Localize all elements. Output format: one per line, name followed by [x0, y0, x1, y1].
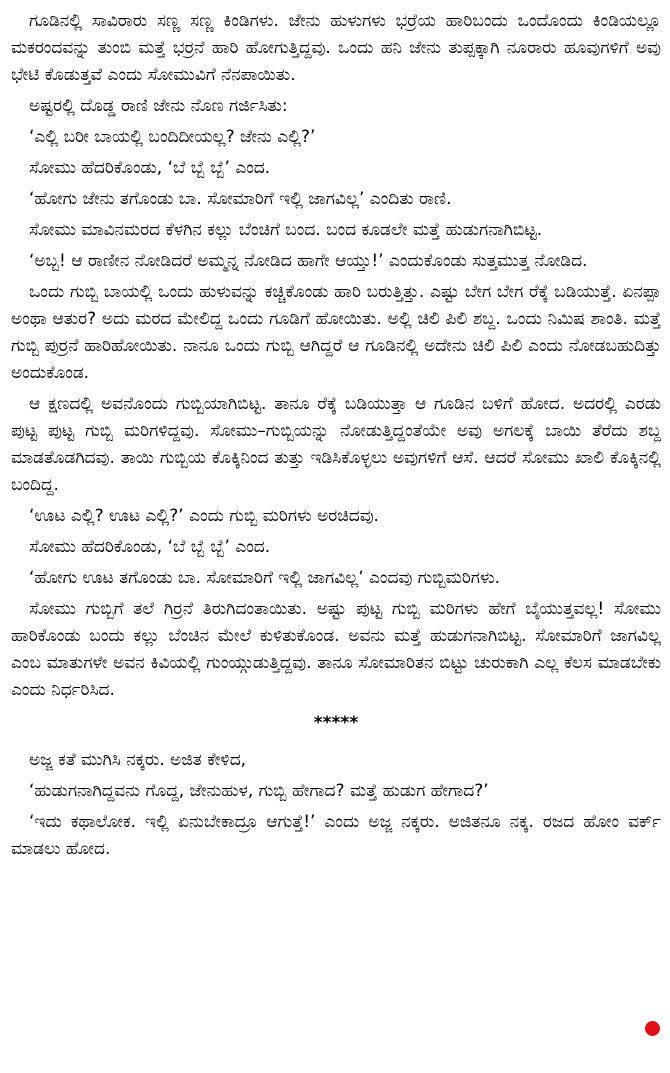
- end-of-story-dot-icon: [645, 1021, 660, 1036]
- paragraph-11: ಸೋಮು ಹೆದರಿಕೊಂಡು, ‘ಬೆ ಬ್ಬೆ ಬ್ಬೆ’ ಎಂದ.: [29, 537, 271, 557]
- paragraph-2: ಅಷ್ಟರಲ್ಲಿ ದೊಡ್ಡ ರಾಣಿ ಜೇನು ನೊಣ ಗರ್ಜಿಸಿತು:: [29, 96, 288, 116]
- paragraph-9: ಆ ಕ್ಷಣದಲ್ಲಿ ಅವನೊಂದು ಗುಬ್ಬಿಯಾಗಿಬಿಟ್ಟ. ತಾನೂ ರೆಕ್ಕೆ ಬಡಿಯುತ್ತಾ ಆ ಗೂಡಿನ ಬಳಿಗೆ ಹೋದ. ಅದರಲ್ಲಿ ಎರಡು ಪುಟ್ಟ ಪುಟ್ಟ ಗುಬ್ಬಿ ಮರಿಗಳಿದ್ದವು. ಸೋಮು–ಗುಬ್ಬಿಯನ್ನು ನೋಡುತ್ತಿದ್ದಂತೆಯೇ ಅವು ಅಗಲಕ್ಕೆ ಬಾಯಿ ತೆರೆದು ಶಬ್ದ ಮಾಡತೊಡಗಿದವು. ತಾಯಿ ಗುಬ್ಬಿಯ ಕೊಕ್ಕಿನಿಂದ ತುತ್ತು ಇಡಿಸಿಕೊಳ್ಳಲು ಅವುಗಳಿಗೆ ಆಸೆ. ಆದರೆ ಸೋಮು ಖಾಲಿ ಕೊಕ್ಕಿನಲ್ಲಿ ಬಂದಿದ್ದ.: [11, 394, 661, 495]
- paragraph-6: ಸೋಮು ಮಾವಿನಮರದ ಕೆಳಗಿನ ಕಲ್ಲು ಬೆಂಚಿಗೆ ಬಂದ. ಬಂದ ಕೂಡಲೇ ಮತ್ತೆ ಹುಡುಗನಾಗಿಬಿಟ್ಟ.: [29, 220, 543, 240]
- paragraph-7: ‘ಅಬ್ಬ! ಆ ರಾಣೀನ ನೋಡಿದರೆ ಅಮ್ಮನ್ನ ನೋಡಿದ ಹಾಗೇ ಆಯ್ತು!’ ಎಂದುಕೊಂಡು ಸುತ್ತಮುತ್ತ ನೋಡಿದ.: [29, 251, 588, 271]
- closing-paragraph-3: ‘ಇದು ಕಥಾಲೋಕ. ಇಲ್ಲಿ ಏನುಬೇಕಾದ್ರೂ ಆಗುತ್ತೆ!’ ಎಂದು ಅಜ್ಜ ನಕ್ಕರು. ಅಜಿತನೂ ನಕ್ಕ. ರಜದ ಹೋಂ ವರ್ಕ್ ಮಾಡಲು ಹೋದ.: [11, 812, 661, 859]
- paragraph-4: ಸೋಮು ಹೆದರಿಕೊಂಡು, ‘ಬೆ ಬ್ಬೆ ಬ್ಬೆ’ ಎಂದ.: [29, 158, 271, 178]
- paragraph-13: ಸೋಮು ಗುಬ್ಬಿಗೆ ತಲೆ ಗಿರ್ರನೆ ತಿರುಗಿದಂತಾಯಿತು. ಅಷ್ಟು ಪುಟ್ಟ ಗುಬ್ಬಿ ಮರಿಗಳು ಹೇಗೆ ಬೈಯುತ್ತವಲ್ಲ! ಸೋಮು ಹಾರಿಕೊಂಡು ಬಂದು ಕಲ್ಲು ಬೆಂಚಿನ ಮೇಲೆ ಕುಳಿತುಕೊಂಡ. ಅವನು ಮತ್ತೆ ಹುಡುಗನಾಗಿಬಿಟ್ಟ. ಸೋಮಾರಿಗೆ ಜಾಗವಿಲ್ಲ ಎಂಬ ಮಾತುಗಳೇ ಅವನ ಕಿವಿಯಲ್ಲಿ ಗುಂಯ್ಗುಡುತ್ತಿದ್ದವು. ತಾನೂ ಸೋಮಾರಿತನ ಬಿಟ್ಟು ಚುರುಕಾಗಿ ಎಲ್ಲ ಕೆಲಸ ಮಾಡಬೇಕು ಎಂದು ನಿರ್ಧರಿಸಿದ.: [11, 599, 661, 700]
- section-separator: *****: [313, 713, 359, 733]
- paragraph-12: ‘ಹೋಗು ಊಟ ತಗೊಂಡು ಬಾ. ಸೋಮಾರಿಗೆ ಇಲ್ಲಿ ಜಾಗವಿಲ್ಲ’ ಎಂದವು ಗುಬ್ಬಿಮರಿಗಳು.: [29, 568, 501, 588]
- closing-paragraph-2: ‘ಹುಡುಗನಾಗಿದ್ದವನು ಗೊದ್ದ, ಜೇನುಹುಳ, ಗುಬ್ಬಿ ಹೇಗಾದ? ಮತ್ತೆ ಹುಡುಗ ಹೇಗಾದ?’: [29, 781, 489, 801]
- paragraph-8: ಒಂದು ಗುಬ್ಬಿ ಬಾಯಲ್ಲಿ ಒಂದು ಹುಳುವನ್ನು ಕಚ್ಚಿಕೊಂಡು ಹಾರಿ ಬರುತ್ತಿತ್ತು. ಎಷ್ಟು ಬೇಗ ಬೇಗ ರೆಕ್ಕೆ ಬಡಿಯುತ್ತೆ. ಏನಪ್ಪಾ ಅಂಥಾ ಆತುರ? ಅದು ಮರದ ಮೇಲಿದ್ದ ಒಂದು ಗೂಡಿಗೆ ಹೋಯಿತು. ಅಲ್ಲಿ ಚಿಲಿ ಪಿಲಿ ಶಬ್ದ. ಒಂದು ನಿಮಿಷ ಶಾಂತಿ. ಮತ್ತೆ ಗುಬ್ಬಿ ಪುರ್ರನೆ ಹಾರಿಹೋಯಿತು. ನಾನೂ ಒಂದು ಗುಬ್ಬಿ ಆಗಿದ್ದರೆ ಆ ಗೂಡಿನಲ್ಲಿ ಅದೇನು ಚಿಲಿ ಪಿಲಿ ಎಂದು ನೋಡಬಹುದಿತ್ತು ಅಂದುಕೊಂಡ.: [11, 282, 661, 383]
- paragraph-3: ‘ಎಲ್ಲಿ ಬರೀ ಬಾಯಲ್ಲಿ ಬಂದಿದೀಯಲ್ಲ? ಜೇನು ಎಲ್ಲಿ?’: [29, 127, 316, 147]
- paragraph-5: ‘ಹೋಗು ಜೇನು ತಗೊಂಡು ಬಾ. ಸೋಮಾರಿಗೆ ಇಲ್ಲಿ ಜಾಗವಿಲ್ಲ’ ಎಂದಿತು ರಾಣಿ.: [29, 189, 452, 209]
- closing-paragraph-1: ಅಜ್ಜ ಕತೆ ಮುಗಿಸಿ ನಕ್ಕರು. ಅಜಿತ ಕೇಳಿದ,: [29, 750, 247, 770]
- paragraph-1: ಗೂಡಿನಲ್ಲಿ ಸಾವಿರಾರು ಸಣ್ಣ ಸಣ್ಣ ಕಿಂಡಿಗಳು. ಜೇನು ಹುಳುಗಳು ಭರ್ರೆಯ ಹಾರಿಬಂದು ಒಂದೊಂದು ಕಿಂಡಿಯಲ್ಲೂ ಮಕರಂದವನ್ನು ತುಂಬಿ ಮತ್ತೆ ಭರ್ರನೆ ಹಾರಿ ಹೋಗುತ್ತಿದ್ದವು. ಒಂದು ಹನಿ ಜೇನು ತುಪ್ಪಕ್ಕಾಗಿ ನೂರಾರು ಹೂವುಗಳಿಗೆ ಅವು ಭೇಟಿ ಕೊಡುತ್ತವೆ ಎಂದು ಸೋಮುವಿಗೆ ನೆನಪಾಯಿತು.: [11, 11, 661, 85]
- paragraph-10: ‘ಊಟ ಎಲ್ಲಿ? ಊಟ ಎಲ್ಲಿ?’ ಎಂದು ಗುಬ್ಬಿ ಮರಿಗಳು ಅರಚಿದವು.: [29, 506, 379, 526]
